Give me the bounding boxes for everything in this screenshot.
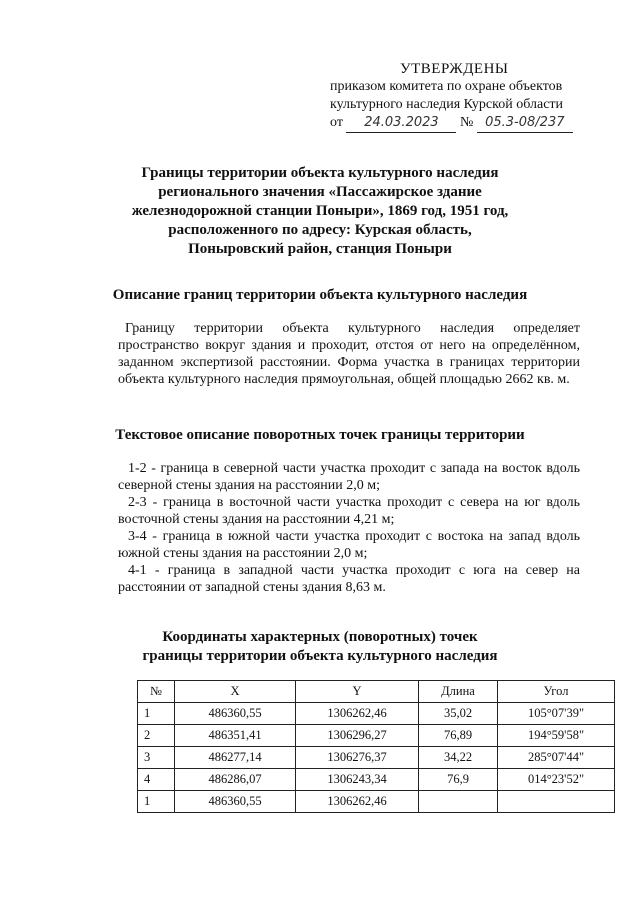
cell-length: 34,22 (419, 747, 498, 769)
cell-x: 486277,14 (175, 747, 296, 769)
table-row (138, 769, 615, 791)
cell-length (419, 791, 498, 813)
table-row (138, 725, 615, 747)
cell-x: 486286,07 (175, 769, 296, 791)
approval-heading: УТВЕРЖДЕНЫ (400, 61, 509, 77)
coordinates-table (137, 680, 615, 813)
table-title (100, 628, 540, 666)
approval-from-label: от (330, 115, 343, 130)
cell-number: 1 (138, 791, 175, 813)
header-x: X (175, 681, 296, 703)
approval-line-2: культурного наследия Курской области (330, 97, 564, 112)
section1-paragraph: Границу территории объекта культурного наследия определяет пространство вокруг здания и проходит, отстоя от него на определённом, заданном экспертизой расстоянии. Форма участка в границах территории объекта культурного наследия прямоугольная, общей площадью 2662 кв. м. (118, 321, 580, 387)
approval-line-1: приказом комитета по охране объектов (330, 79, 563, 94)
cell-angle: 194°59'58" (498, 725, 615, 747)
cell-length: 76,9 (419, 769, 498, 791)
header-angle: Угол (498, 681, 615, 703)
boundary-item-2: 2-3 - граница в восточной части участка проходит с севера на юг вдоль восточной стены здания на расстоянии 4,21 м; (118, 495, 580, 527)
table-header-row (138, 681, 615, 703)
cell-number: 2 (138, 725, 175, 747)
header-number: № (138, 681, 175, 703)
cell-x: 486360,55 (175, 703, 296, 725)
title-line-1: Границы территории объекта культурного наследия (141, 165, 499, 181)
table-title-line-1: Координаты характерных (поворотных) точек (162, 629, 478, 645)
approval-date: 24.03.2023 (346, 114, 456, 133)
cell-y: 1306276,37 (296, 747, 419, 769)
table-row (138, 791, 615, 813)
title-line-4: расположенного по адресу: Курская область, (168, 222, 472, 238)
title-line-3: железнодорожной станции Поныри», 1869 год, 1951 год, (131, 203, 509, 219)
document-title (100, 164, 540, 259)
approval-date-line (330, 114, 600, 133)
section1-text (118, 320, 580, 388)
boundary-item-1: 1-2 - граница в северной части участка проходит с запада на восток вдоль северной стены здания на расстоянии 2,0 м; (118, 461, 580, 493)
cell-x: 486351,41 (175, 725, 296, 747)
boundary-item-3: 3-4 - граница в южной части участка проходит с востока на запад вдоль южной стены здания на расстоянии 2,0 м; (118, 529, 580, 561)
cell-angle: 014°23'52" (498, 769, 615, 791)
cell-number: 3 (138, 747, 175, 769)
approval-block (330, 60, 600, 133)
cell-length: 35,02 (419, 703, 498, 725)
section1-heading: Описание границ территории объекта культурного наследия (112, 287, 528, 303)
cell-x: 486360,55 (175, 791, 296, 813)
title-line-5: Поныровский район, станция Поныри (188, 241, 452, 257)
title-line-2: регионального значения «Пассажирское здание (158, 184, 482, 200)
boundary-item-4: 4-1 - граница в западной части участка проходит с юга на север на расстоянии от западной стены здания 8,63 м. (118, 563, 580, 595)
approval-number: 05.3-08/237 (477, 114, 573, 133)
cell-angle: 285°07'44" (498, 747, 615, 769)
header-y: Y (296, 681, 419, 703)
cell-y: 1306243,34 (296, 769, 419, 791)
section2-list (118, 460, 580, 596)
section2-heading: Текстовое описание поворотных точек границы территории (115, 427, 525, 443)
cell-angle: 105°07'39" (498, 703, 615, 725)
table-row (138, 703, 615, 725)
cell-y: 1306296,27 (296, 725, 419, 747)
approval-number-label: № (459, 115, 474, 130)
cell-angle (498, 791, 615, 813)
cell-y: 1306262,46 (296, 703, 419, 725)
cell-number: 1 (138, 703, 175, 725)
table-title-line-2: границы территории объекта культурного наследия (142, 648, 498, 664)
cell-number: 4 (138, 769, 175, 791)
table-row (138, 747, 615, 769)
header-length: Длина (419, 681, 498, 703)
cell-y: 1306262,46 (296, 791, 419, 813)
cell-length: 76,89 (419, 725, 498, 747)
